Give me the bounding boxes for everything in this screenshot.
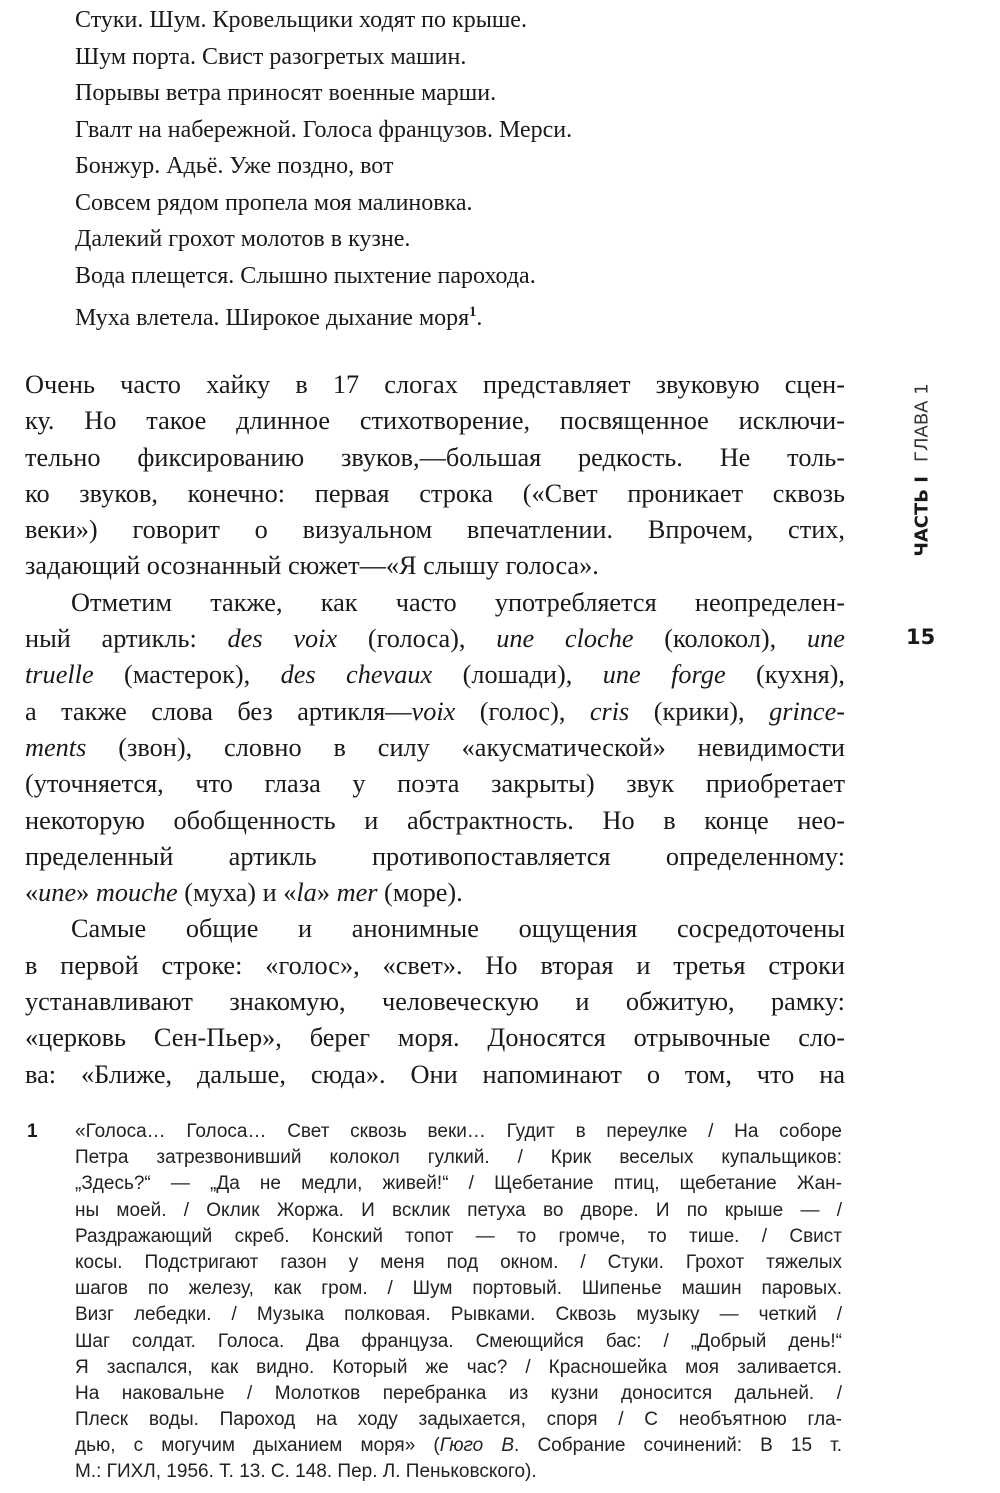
footnote-line: [75, 1119, 842, 1145]
italic-text: mouche: [95, 878, 178, 908]
text-line: [25, 839, 845, 875]
text: „Здесь?“ — „Да не медли, живей!“ / Щебетание птиц, щебетание Жан-: [75, 1173, 842, 1195]
text: Очень часто хайку в 17 слогах представляет звуковую сцен-: [25, 370, 845, 399]
text: шагов по железу, как гром. / Шум портовый. Шипенье машин паровых.: [75, 1278, 842, 1300]
italic-text: une: [807, 624, 845, 654]
italic-text: ments: [25, 732, 87, 762]
text: »: [76, 878, 96, 908]
text: устанавливают знакомую, человеческую и обжитую, рамку:: [25, 987, 845, 1017]
footnote-line: [75, 1381, 842, 1407]
text: На наковальне / Молотков перебранка из кузни доносится дальней. /: [75, 1382, 842, 1404]
poem-line-text: Муха влетела. Широкое дыхание моря: [75, 305, 470, 331]
text: ный артикль:: [25, 624, 228, 654]
text: . Собрание сочинений: В 15 т.: [514, 1435, 842, 1457]
text-line: [25, 585, 845, 621]
text: (голос),: [455, 696, 590, 726]
main-text: [25, 367, 845, 1093]
text: (уточняется, что глаза у поэта закрыты) звук приобретает: [25, 769, 845, 799]
italic-text: voix: [411, 696, 456, 726]
text-line: [25, 403, 845, 439]
text: Отметим также, как часто употребляется неопределен-: [71, 587, 845, 617]
italic-text: une cloche: [496, 624, 634, 654]
italic-text: grince-: [769, 696, 845, 726]
text: Петра затрезвонивший колокол гулкий. / Крик веселых купальщиков:: [75, 1147, 842, 1169]
text: ва: «Ближе, дальше, сюда». Они напоминают о том, что на: [25, 1059, 845, 1089]
poem-line-text: Вода плещется. Слышно пыхтение парохода.: [75, 262, 536, 289]
text: а также слова без артикля—: [25, 696, 412, 726]
italic-text: Гюго В: [439, 1435, 515, 1457]
text: тельно фиксированию звуков,—большая редкость. Не толь-: [25, 442, 845, 472]
poem-line: [75, 39, 572, 76]
text: Плеск воды. Пароход на ходу задыхается, споря / С необъятною гла-: [75, 1409, 842, 1431]
text-line: [25, 730, 845, 766]
text-line: [25, 694, 845, 730]
footnote-line: [75, 1355, 842, 1381]
poem-line: [75, 185, 572, 222]
footnote-marker: 1: [27, 1121, 38, 1142]
text: дью, с могучим дыханием моря» (: [75, 1435, 440, 1457]
text-line: [25, 440, 845, 476]
poem-line: [75, 2, 572, 39]
text-line: [25, 911, 845, 947]
text-line: [25, 1020, 845, 1056]
text: (муха) и «: [177, 878, 297, 908]
text-line: [25, 984, 845, 1020]
italic-text: une forge: [602, 660, 726, 690]
poem-line: [75, 258, 572, 295]
poem-epigraph: [75, 2, 572, 337]
poem-line-text: Порывы ветра приносят военные марши.: [75, 80, 497, 106]
text: (мастерок),: [93, 660, 281, 690]
text-line: [25, 512, 845, 548]
text: «: [25, 878, 39, 908]
poem-line-text: Шум порта. Свист разогретых машин.: [75, 43, 467, 70]
text: (крики),: [629, 696, 770, 726]
running-head: [912, 383, 933, 556]
text-line: [25, 367, 845, 403]
footnote-line: [75, 1250, 842, 1276]
italic-text: une: [38, 878, 77, 908]
text: (голоса),: [337, 624, 497, 654]
footnote-line: [75, 1329, 842, 1355]
footnote-reference[interactable]: 1: [469, 304, 477, 320]
text: (колокол),: [633, 624, 807, 654]
text: пределенный артикль противопоставляется определенному:: [25, 841, 845, 871]
text: ко звуков, конечно: первая строка («Свет проникает сквозь: [25, 478, 845, 508]
poem-line-text: Бонжур. Адьё. Уже поздно, вот: [75, 153, 394, 179]
page-number: 15: [906, 625, 936, 649]
italic-text: mer: [336, 878, 378, 908]
text: (лошади),: [432, 660, 603, 690]
text: Раздражающий скреб. Конский топот — то громче, то тише. / Свист: [75, 1225, 842, 1247]
footnote-line: [75, 1302, 842, 1328]
poem-line-text: Далекий грохот молотов в кузне.: [75, 226, 411, 252]
text: (звон), словно в силу «акусматической» невидимости: [86, 732, 845, 762]
text-line: [25, 548, 845, 584]
footnote-line: [75, 1407, 842, 1433]
text: ку. Но такое длинное стихотворение, посвященное исключи-: [25, 406, 845, 436]
poem-line: [75, 221, 572, 258]
footnote-line: [75, 1198, 842, 1224]
text: в первой строке: «голос», «свет». Но вторая и третья строки: [25, 950, 845, 980]
text: (кухня),: [725, 660, 845, 690]
running-head-chapter: ГЛАВА 1: [911, 383, 933, 463]
footnote: [75, 1119, 842, 1486]
poem-line-text: Гвалт на набережной. Голоса французов. Мерси.: [75, 116, 573, 143]
poem-line: [75, 148, 572, 185]
text-line: [25, 476, 845, 512]
text-line: [25, 657, 845, 693]
text: «Голоса… Голоса… Свет сквозь веки… Гудит в переулке / На соборе: [75, 1121, 842, 1142]
italic-text: cris: [589, 696, 630, 726]
poem-line-text: Совсем рядом пропела моя малиновка.: [75, 189, 473, 216]
footnote-line: [75, 1433, 842, 1459]
text: ны моей. / Оклик Жоржа. И всклик петуха во дворе. И по крыше — /: [75, 1199, 842, 1221]
footnote-line: [75, 1224, 842, 1250]
text: косы. Подстригают газон у меня под окном. / Стуки. Грохот тяжелых: [75, 1251, 842, 1273]
text: Я заспался, как видно. Который же час? / Красношейка моя заливается.: [75, 1356, 842, 1378]
footnote-line: [75, 1145, 842, 1171]
footnote-line: [75, 1276, 842, 1302]
text: некоторую обобщенность и абстрактность. Но в конце нео-: [25, 805, 845, 835]
italic-text: truelle: [25, 660, 94, 690]
italic-text: des chevaux: [280, 660, 433, 690]
text-line: [25, 1057, 845, 1093]
text: «церковь Сен-Пьер», берег моря. Доносятся отрывочные сло-: [25, 1023, 845, 1053]
text-line: [25, 875, 845, 911]
text: веки») говорит о визуальном впечатлении. Впрочем, стих,: [25, 515, 845, 545]
text: Шаг солдат. Голоса. Два француза. Смеющийся бас: / „Добрый день!“: [75, 1330, 842, 1352]
text-line: [25, 621, 845, 657]
text: М.: ГИХЛ, 1956. Т. 13. С. 148. Пер. Л. Пеньковского).: [75, 1461, 537, 1483]
poem-line: Муха влетела. Широкое дыхание моря$^1$.: [75, 304, 483, 331]
text: (море).: [377, 878, 463, 908]
poem-line: [75, 112, 572, 149]
running-head-part: ЧАСТЬ I: [911, 476, 933, 557]
italic-text: des voix: [227, 624, 338, 654]
footnote-line: [75, 1459, 842, 1485]
text: задающий осознанный сюжет—«Я слышу голоса».: [25, 551, 599, 581]
text: Самые общие и анонимные ощущения сосредоточены: [71, 914, 845, 944]
poem-line: [75, 75, 572, 112]
text-line: [25, 803, 845, 839]
italic-text: la: [296, 878, 317, 908]
text-line: [25, 948, 845, 984]
text: »: [316, 878, 337, 908]
text-line: [25, 766, 845, 802]
text: Визг лебедки. / Музыка полковая. Рывками. Сквозь музыку — четкий /: [75, 1304, 842, 1326]
poem-line-text: Стуки. Шум. Кровельщики ходят по крыше.: [75, 7, 527, 33]
footnote-line: [75, 1171, 842, 1197]
